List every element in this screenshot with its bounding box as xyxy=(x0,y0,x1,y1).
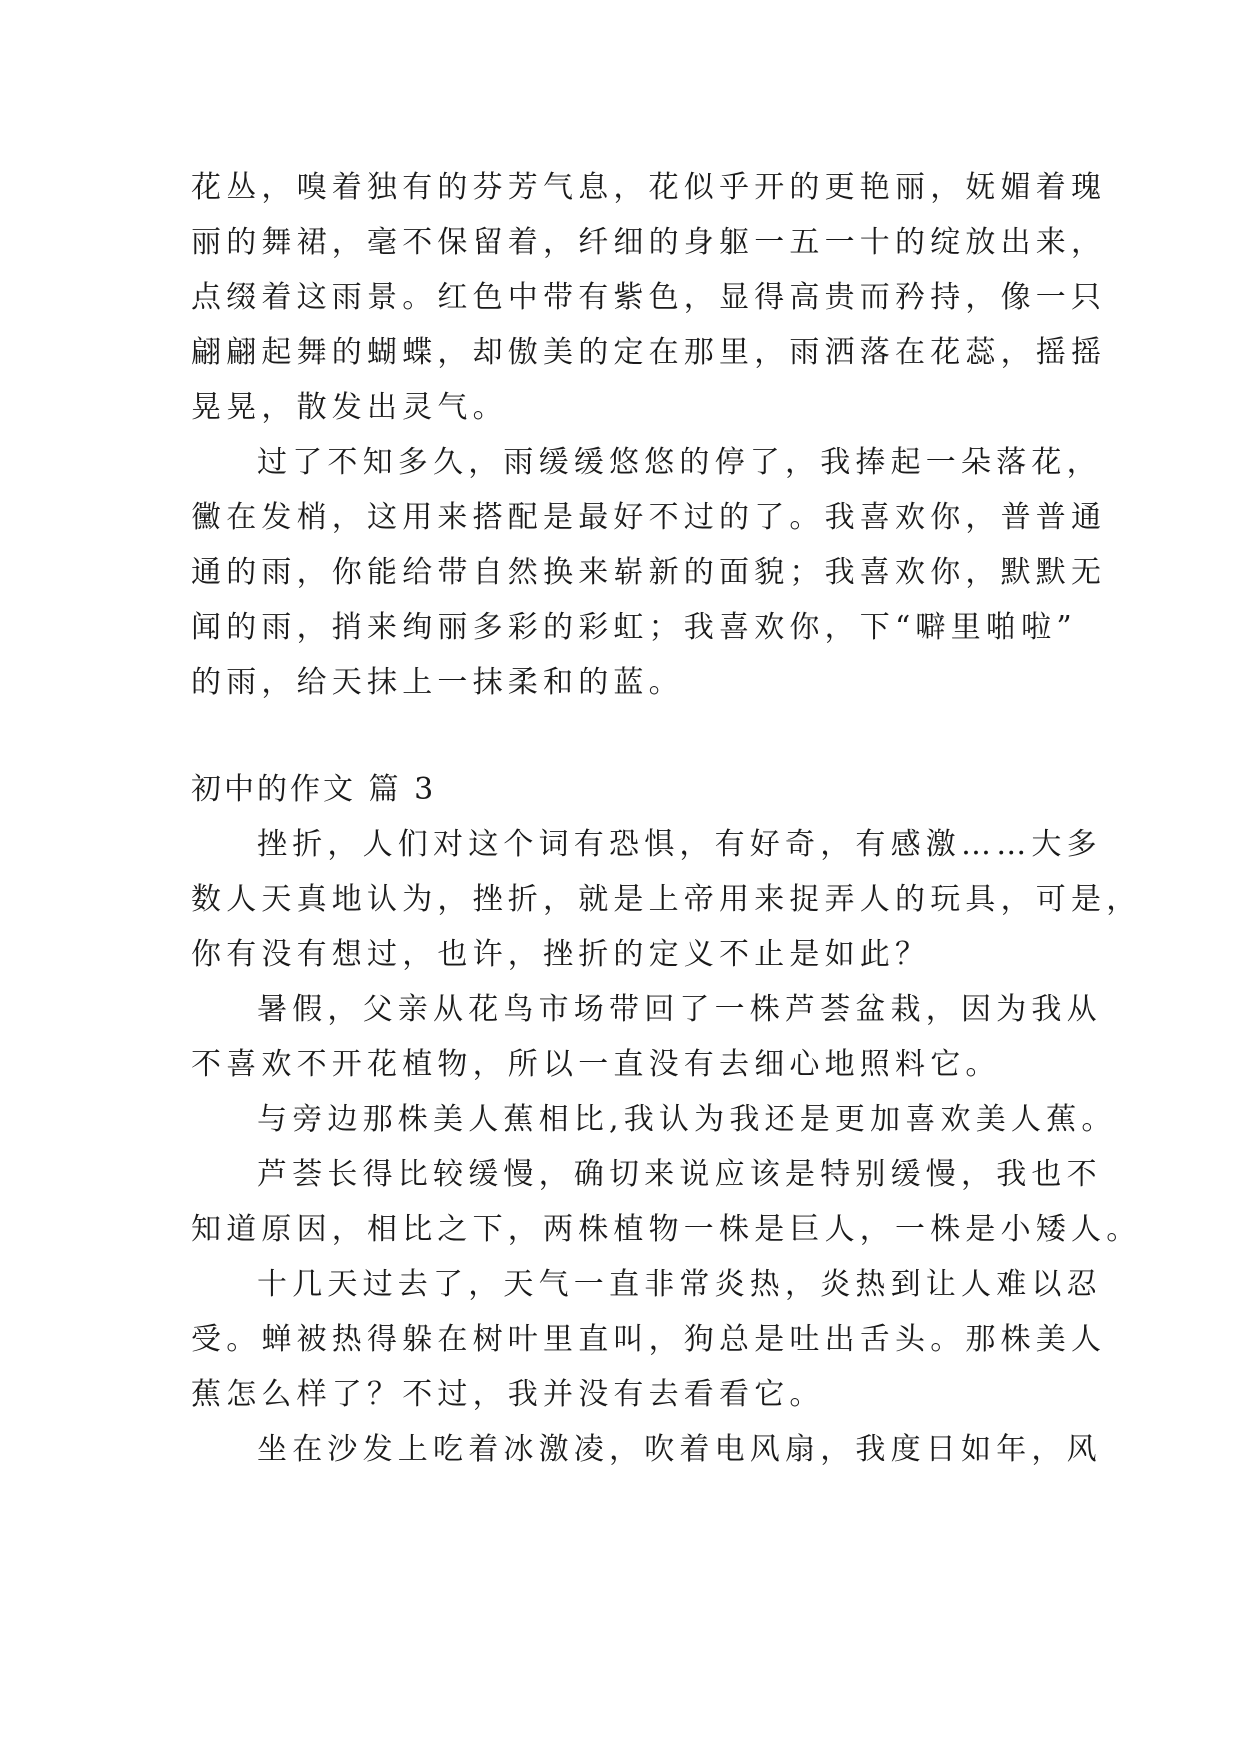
text-line: 翩翩起舞的蝴蝶，却傲美的定在那里，雨洒落在花蕊，摇摇 xyxy=(191,335,1107,370)
text-line: 暑假，父亲从花鸟市场带回了一株芦荟盆栽，因为我从 xyxy=(257,992,1102,1027)
text-line: 黴在发梢，这用来搭配是最好不过的了。我喜欢你，普普通 xyxy=(191,500,1107,535)
text-line: 晃晃，散发出灵气。 xyxy=(191,390,508,425)
text-line: 受。蝉被热得躲在树叶里直叫，狗总是吐出舌头。那株美人 xyxy=(191,1322,1107,1357)
text-line: 你有没有想过，也许，挫折的定义不止是如此？ xyxy=(191,937,931,972)
essay-text xyxy=(191,160,1142,1477)
text-line: 通的雨，你能给带自然换来崭新的面貌；我喜欢你，默默无 xyxy=(191,555,1107,590)
text-line: 挫折，人们对这个词有恐惧，有好奇，有感激……大多 xyxy=(257,827,1102,862)
text-line: 花丛，嗅着独有的芬芳气息，花似乎开的更艳丽，妩媚着瑰 xyxy=(191,170,1107,205)
text-line: 知道原因，相比之下，两株植物一株是巨人，一株是小矮人。 xyxy=(191,1212,1142,1247)
text-line: 与旁边那株美人蕉相比,我认为我还是更加喜欢美人蕉。 xyxy=(257,1102,1117,1137)
text-line: 不喜欢不开花植物，所以一直没有去细心地照料它。 xyxy=(191,1047,1001,1082)
text-line: 点缀着这雨景。红色中带有紫色，显得高贵而矜持，像一只 xyxy=(191,280,1107,315)
text-line: 丽的舞裙，毫不保留着，纤细的身躯一五一十的绽放出来， xyxy=(191,225,1107,260)
text-line: 过了不知多久，雨缓缓悠悠的停了，我捧起一朵落花， xyxy=(257,445,1102,480)
text-line: 坐在沙发上吃着冰激凌，吹着电风扇，我度日如年，风 xyxy=(257,1432,1102,1467)
text-line: 十几天过去了，天气一直非常炎热，炎热到让人难以忍 xyxy=(257,1267,1102,1302)
section-heading: 初中的作文 篇 3 xyxy=(191,772,437,807)
text-line: 闻的雨，捎来绚丽多彩的彩虹；我喜欢你，下“噼里啪啦” xyxy=(191,610,1077,645)
text-line: 芦荟长得比较缓慢，确切来说应该是特别缓慢，我也不 xyxy=(257,1157,1102,1192)
text-line: 的雨，给天抹上一抹柔和的蓝。 xyxy=(191,665,684,700)
text-line: 数人天真地认为，挫折，就是上帝用来捉弄人的玩具，可是， xyxy=(191,882,1142,917)
section-body xyxy=(191,817,1142,1477)
text-line: 蕉怎么样了？不过，我并没有去看看它。 xyxy=(191,1377,825,1412)
